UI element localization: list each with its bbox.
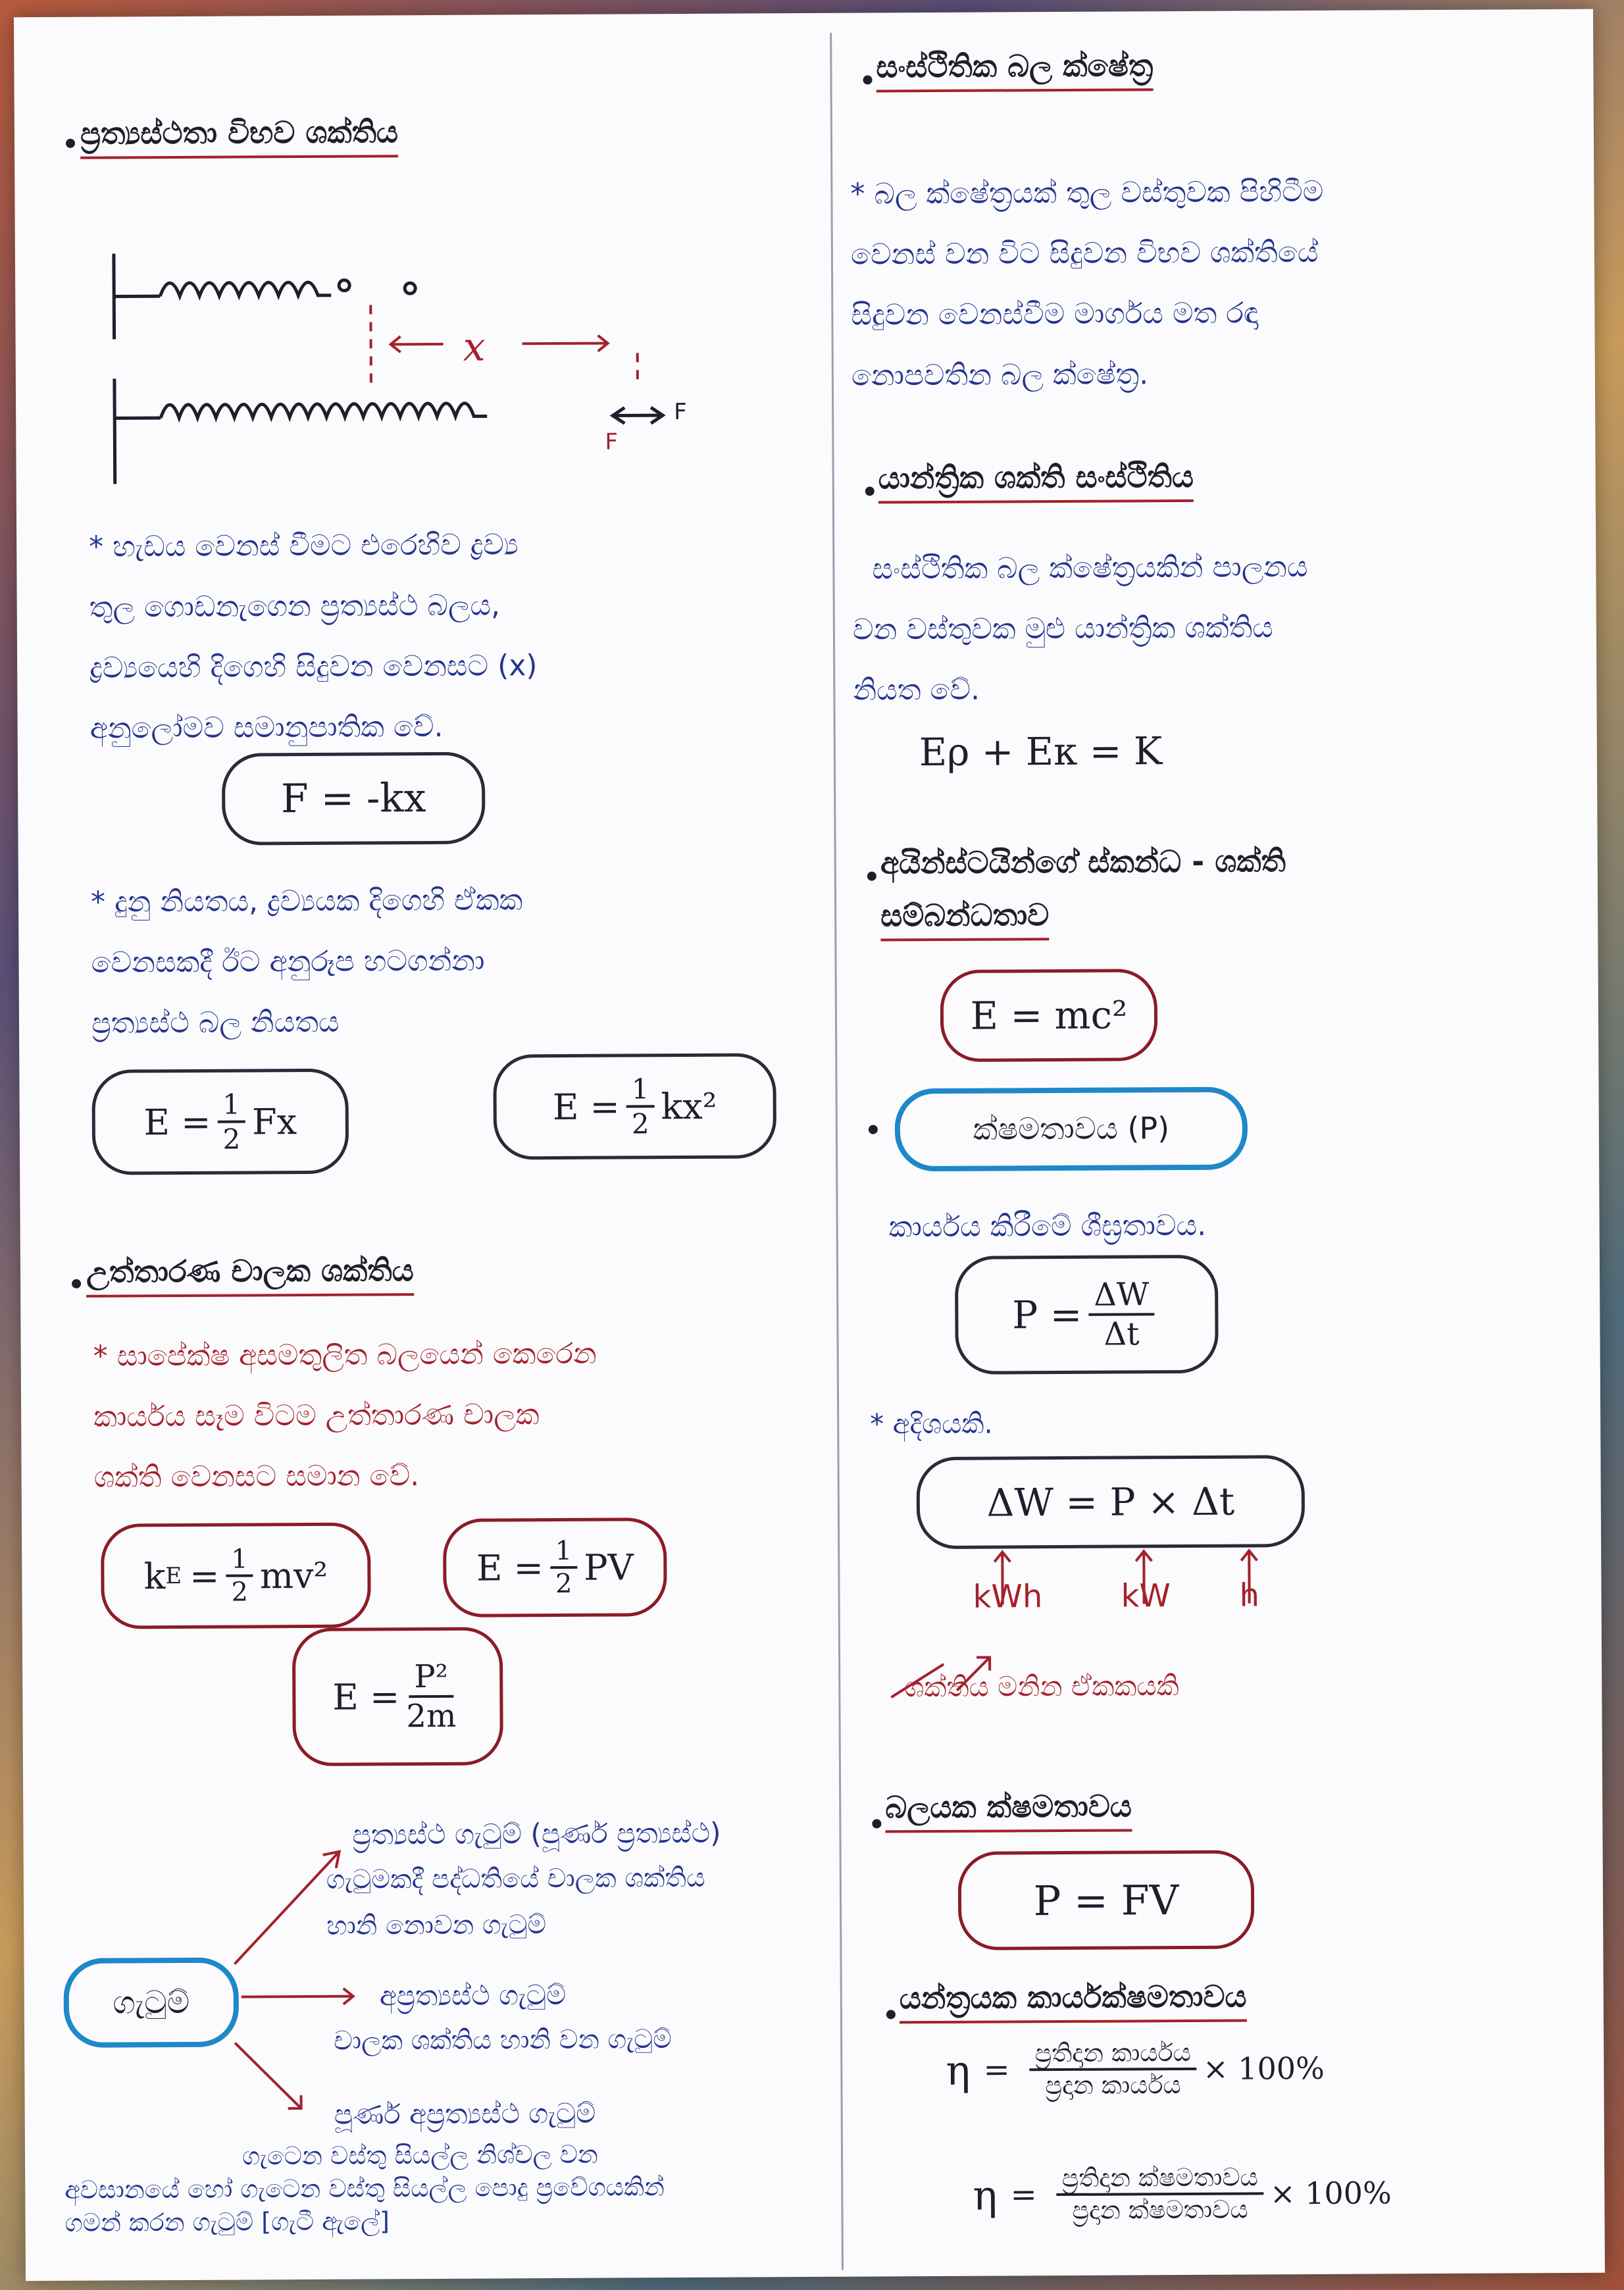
- formula-energy-conservation: Eρ + Eκ = K: [919, 728, 1163, 775]
- text-line: සිදුවන වෙනස්වීම මාර්ගය මත රඳා: [851, 296, 1259, 332]
- text-line: * දුනු නියතය, ද්‍රව්‍යයක දිගෙහි ඒකක: [90, 883, 523, 919]
- denominator: 2m: [406, 1697, 457, 1735]
- text-line: ශක්ති වෙනසට සමාන වේ.: [93, 1459, 420, 1494]
- formula-energy-from-power: ΔW = P × Δt: [916, 1455, 1305, 1549]
- text-line: හානි නොවන ගැටුම්: [326, 1910, 547, 1941]
- lhs: k: [143, 1555, 166, 1597]
- unit-kw: kW: [1121, 1577, 1171, 1615]
- text-line: ගමන් කරන ගැටුම් [ගැටී ඇලේ]: [64, 2206, 390, 2237]
- fraction: [1056, 2162, 1263, 2226]
- equals: =: [983, 2051, 1010, 2089]
- lhs: E =: [332, 1675, 400, 1718]
- rhs: mv²: [259, 1554, 328, 1596]
- bullet: [863, 75, 872, 84]
- denominator: 2: [222, 1123, 241, 1156]
- numerator: 1: [217, 1088, 245, 1123]
- denominator: ප්‍රදාන කාර්යය: [1045, 2070, 1181, 2100]
- perfectly-inelastic-title: පූර්ණ අප්‍රත්‍යස්ථ ගැටුම්: [334, 2097, 596, 2131]
- fraction: [1029, 2038, 1196, 2100]
- rhs: Fx: [251, 1100, 297, 1142]
- text-line: ද්‍රව්‍යයෙහි දිගෙහි සිදුවන වෙනසට (x): [89, 649, 538, 685]
- x-label: x: [463, 324, 486, 370]
- elastic-collision-title: ප්‍රත්‍යස්ථ ගැටුම් (පූර්ණ ප්‍රත්‍යස්ථ): [352, 1816, 721, 1851]
- rhs: kx²: [661, 1085, 717, 1127]
- eta: η: [946, 2046, 971, 2095]
- bullet: [869, 1125, 878, 1134]
- numerator: ප්‍රතිදාන ක්ෂමතාවය: [1056, 2162, 1263, 2196]
- mass-energy-heading-line2: සම්බන්ධතාව: [880, 897, 1049, 941]
- text-line: තුල ගොඩනැගෙන ප්‍රත්‍යස්ථ බලය,: [89, 588, 501, 624]
- denominator: Δt: [1104, 1315, 1140, 1353]
- formula-power: [955, 1255, 1219, 1375]
- equals: =: [190, 1555, 220, 1597]
- text-line: සංස්ථිතික බල ක්ෂේත්‍රයකින් පාලනය: [872, 550, 1308, 586]
- lhs: P =: [1012, 1292, 1082, 1338]
- text-line: අවසානයේ හෝ ගැටෙන වස්තු සියල්ල පොදු ප්‍රවේගයකින්: [64, 2172, 665, 2204]
- bullet: [865, 486, 875, 496]
- text-line: චාලක ශක්තිය හානි වන ගැටුම්: [334, 2024, 672, 2056]
- collisions-center-node: ගැටුම්: [63, 1958, 239, 2048]
- bullet: [872, 1819, 881, 1828]
- notebook-page: [14, 9, 1605, 2281]
- text-line: කාර්යය සෑම විටම උත්තාරණ චාලක: [93, 1398, 540, 1434]
- denominator: 2: [555, 1568, 572, 1600]
- mindmap-arrows: [14, 13, 842, 2281]
- conservative-fields-heading: සංස්ථිතික බල ක්ෂේත්‍ර: [876, 47, 1153, 92]
- denominator: 2: [231, 1577, 249, 1608]
- formula-efficiency-work: [946, 2037, 1325, 2101]
- text-line: නියත වේ.: [853, 673, 980, 707]
- power-of-force-heading: බලයක ක්ෂමතාවය: [885, 1788, 1132, 1833]
- text-line: ප්‍රත්‍යස්ථ බල නියතය: [91, 1005, 340, 1040]
- percent: × 100%: [1269, 2175, 1392, 2212]
- formula-hookes-law: F = -kx: [222, 752, 486, 846]
- text-line: * බල ක්ෂේත්‍රයක් තුල වස්තුවක පිහිටීම: [850, 174, 1324, 211]
- subscript: E: [165, 1563, 182, 1590]
- text-line: වන වස්තුවක මුළු යාන්ත්‍රික ශක්තිය: [852, 611, 1273, 647]
- inelastic-collision-title: අප්‍රත්‍යස්ථ ගැටුම්: [379, 1978, 567, 2012]
- text-line: ගැටෙන වස්තු සියල්ල නිශ්චල වන: [241, 2139, 598, 2171]
- text-line: වෙනසකදී ඊට අනුරූප හටගන්නා: [91, 944, 485, 980]
- formula-efficiency-power: [973, 2162, 1392, 2226]
- equals: =: [1010, 2176, 1037, 2214]
- text-line: * හැඩය වෙනස් වීමට එරෙහිව ද්‍රව්‍ය: [89, 528, 519, 564]
- text-line: * සාපේක්ෂ අසමතුලිත බලයෙන් කෙරෙන: [93, 1336, 597, 1373]
- force-label-below: F: [605, 428, 619, 455]
- lhs: E =: [552, 1086, 620, 1128]
- numerator: 1: [626, 1073, 655, 1107]
- mass-energy-heading: අයින්ස්ටයින්ගේ ස්කන්ධ - ශක්ති: [880, 843, 1286, 881]
- text-line: නොපවතින බල ක්ෂේත්‍ර.: [851, 357, 1149, 393]
- scalar-note: * අදිශයකි.: [870, 1407, 993, 1440]
- eta: η: [973, 2171, 998, 2220]
- percent: × 100%: [1202, 2050, 1325, 2087]
- power-definition: කාර්යය කිරීමේ ශීඝ්‍රතාවය.: [888, 1208, 1207, 1244]
- lhs: E =: [143, 1101, 211, 1143]
- text-line: අනුලෝමව සමානුපාතික වේ.: [89, 709, 444, 746]
- translational-ke-heading: උත්තාරණ චාලක ශක්තිය: [86, 1252, 414, 1298]
- lhs: E =: [476, 1546, 544, 1589]
- formula-power-force: P = FV: [958, 1850, 1255, 1950]
- numerator: P²: [409, 1658, 453, 1698]
- numerator: ප්‍රතිදාන කාර්යය: [1029, 2038, 1196, 2071]
- bullet: [886, 2010, 896, 2019]
- unit-kwh: kWh: [973, 1578, 1043, 1616]
- rhs: PV: [584, 1546, 634, 1589]
- text-line: ගැටුමකදී පද්ධතියේ චාලක ශක්තිය: [326, 1862, 705, 1895]
- denominator: ප්‍රදාන ක්ෂමතාවය: [1072, 2195, 1248, 2225]
- unit-label: ශක්තිය මනින ඒකකයකි: [904, 1669, 1179, 1704]
- text-line: වෙනස් වන විට සිදුවන විභව ශක්තියේ: [850, 235, 1319, 272]
- elastic-potential-energy-heading: ප්‍රත්‍යස්ථතා විභව ශක්තිය: [80, 114, 398, 159]
- fraction: [1088, 1276, 1155, 1353]
- unit-h: h: [1239, 1577, 1260, 1614]
- power-heading: ක්ෂමතාවය (P): [895, 1087, 1248, 1172]
- numerator: 1: [226, 1544, 253, 1577]
- numerator: ΔW: [1088, 1276, 1154, 1316]
- denominator: 2: [631, 1107, 649, 1140]
- numerator: 1: [550, 1536, 578, 1569]
- mechanical-energy-conservation-heading: යාන්ත්‍රික ශක්ති සංස්ථිතිය: [878, 459, 1194, 504]
- efficiency-heading: යන්ත්‍රයක කාර්යක්ෂමතාවය: [900, 1979, 1247, 2024]
- formula-mass-energy: E = mc²: [940, 969, 1158, 1062]
- bullet: [867, 871, 876, 880]
- force-label-right: F: [674, 398, 687, 426]
